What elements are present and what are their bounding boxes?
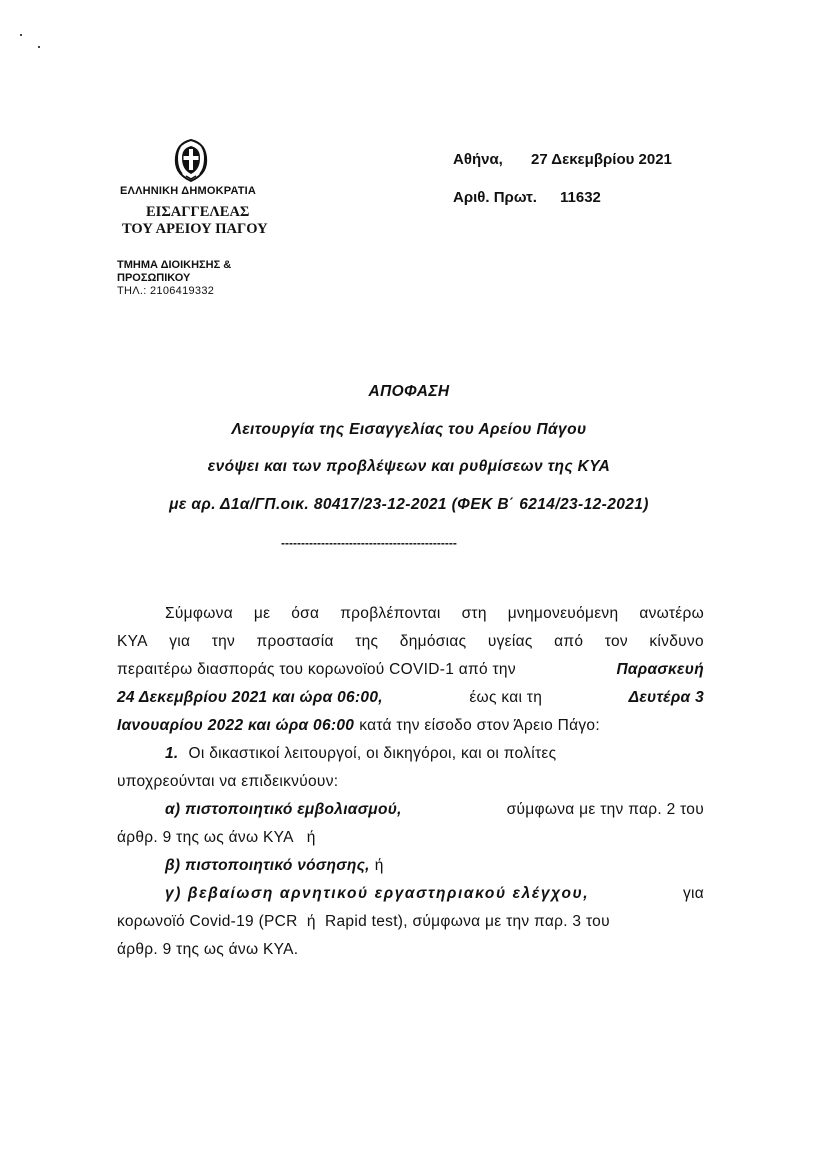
text-span: Οι δικαστικοί λειτουργοί, οι δικηγόροι, και οι πολίτες xyxy=(188,745,557,762)
department-line1: ΤΜΗΜΑ ΔΙΟΙΚΗΣΗΣ & xyxy=(117,259,232,271)
paragraph1-line3 xyxy=(117,656,704,684)
decision-heading: ΑΠΟΦΑΣΗ xyxy=(368,383,450,400)
option-a-line1 xyxy=(117,796,704,824)
body-text xyxy=(117,600,704,964)
word: την xyxy=(211,633,236,650)
word: για xyxy=(169,633,191,650)
option-c-line1 xyxy=(117,880,704,908)
option-b-line xyxy=(117,852,704,880)
subject-line2: ενόψει και των προβλέψεων και ρυθμίσεων της ΚΥΑ xyxy=(207,458,611,475)
paragraph1-line4 xyxy=(117,684,704,712)
word: της xyxy=(355,633,379,650)
word: μνημονευόμενη xyxy=(507,605,619,622)
word: στη xyxy=(461,605,487,622)
word: ΚΥΑ xyxy=(117,633,148,650)
item-number: 1. xyxy=(165,745,179,762)
option-c-label: γ) βεβαίωση αρνητικού εργαστηριακού ελέγχου, xyxy=(165,885,590,902)
word: προβλέπονται xyxy=(340,605,441,622)
word: με xyxy=(253,605,271,622)
scan-speck xyxy=(38,46,40,48)
paragraph2-line2: υποχρεούνται να επιδεικνύουν: xyxy=(117,773,339,790)
word: προστασία xyxy=(256,633,334,650)
word: κίνδυνο xyxy=(649,633,704,650)
office-title-line2: ΤΟΥ ΑΡΕΙΟΥ ΠΑΓΟΥ xyxy=(122,221,268,237)
end-datetime: Ιανουαρίου 2022 και ώρα 06:00 xyxy=(117,717,355,734)
subject-line1: Λειτουργία της Εισαγγελίας του Αρείου Πάγου xyxy=(231,421,587,438)
phone-number: ΤΗΛ.: 2106419332 xyxy=(117,285,215,297)
option-a-line2: άρθρ. 9 της ως άνω ΚΥΑ ή xyxy=(117,829,316,846)
option-b-label: β) πιστοποιητικό νόσησης, xyxy=(165,857,370,874)
text-span: έως και τη xyxy=(469,689,543,706)
start-day: Παρασκευή xyxy=(616,661,704,678)
end-day: Δευτέρα 3 xyxy=(628,689,704,706)
word: δημόσιας xyxy=(399,633,467,650)
document-date: 27 Δεκεμβρίου 2021 xyxy=(531,151,672,168)
office-title-line1: ΕΙΣΑΓΓΕΛΕΑΣ xyxy=(146,204,250,220)
paragraph1-line1 xyxy=(117,600,704,628)
greek-emblem-icon xyxy=(168,137,214,183)
paragraph1-line2 xyxy=(117,628,704,656)
subject-line3: με αρ. Δ1α/ΓΠ.οικ. 80417/23-12-2021 (ΦΕΚ Β΄ 6214/23-12-2021) xyxy=(169,496,649,513)
option-c-line2: κορωνοϊό Covid-19 (PCR ή Rapid test), σύμφωνα με την παρ. 3 του xyxy=(117,913,610,930)
separator-line: -------------------------------------------- xyxy=(281,536,457,548)
text-span: περαιτέρω διασποράς του κορωνοϊού COVID-1 από την xyxy=(117,661,516,678)
option-c-line3: άρθρ. 9 της ως άνω ΚΥΑ. xyxy=(117,941,299,958)
department-line2: ΠΡΟΣΩΠΙΚΟΥ xyxy=(117,272,191,284)
scan-speck xyxy=(20,34,22,36)
text-span: σύμφωνα με την παρ. 2 του xyxy=(506,801,704,818)
protocol-number: 11632 xyxy=(560,189,601,206)
text-span: κατά την είσοδο στον Άρειο Πάγο: xyxy=(359,717,600,734)
republic-label: ΕΛΛΗΝΙΚΗ ΔΗΜΟΚΡΑΤΙΑ xyxy=(120,185,257,197)
word: από xyxy=(554,633,584,650)
paragraph1-line5 xyxy=(117,712,704,740)
word: υγείας xyxy=(487,633,533,650)
place-label: Αθήνα, xyxy=(453,151,503,168)
word: τον xyxy=(604,633,628,650)
paragraph2-line1 xyxy=(117,740,704,768)
word: Σύμφωνα xyxy=(165,605,233,622)
text-span: ή xyxy=(374,857,384,874)
start-datetime: 24 Δεκεμβρίου 2021 και ώρα 06:00, xyxy=(117,689,383,706)
text-span: για xyxy=(682,885,704,902)
protocol-label: Αριθ. Πρωτ. xyxy=(453,189,537,206)
word: όσα xyxy=(291,605,320,622)
word: ανωτέρω xyxy=(639,605,704,622)
option-a-label: α) πιστοποιητικό εμβολιασμού, xyxy=(165,801,402,818)
text-wrapper xyxy=(189,740,704,768)
